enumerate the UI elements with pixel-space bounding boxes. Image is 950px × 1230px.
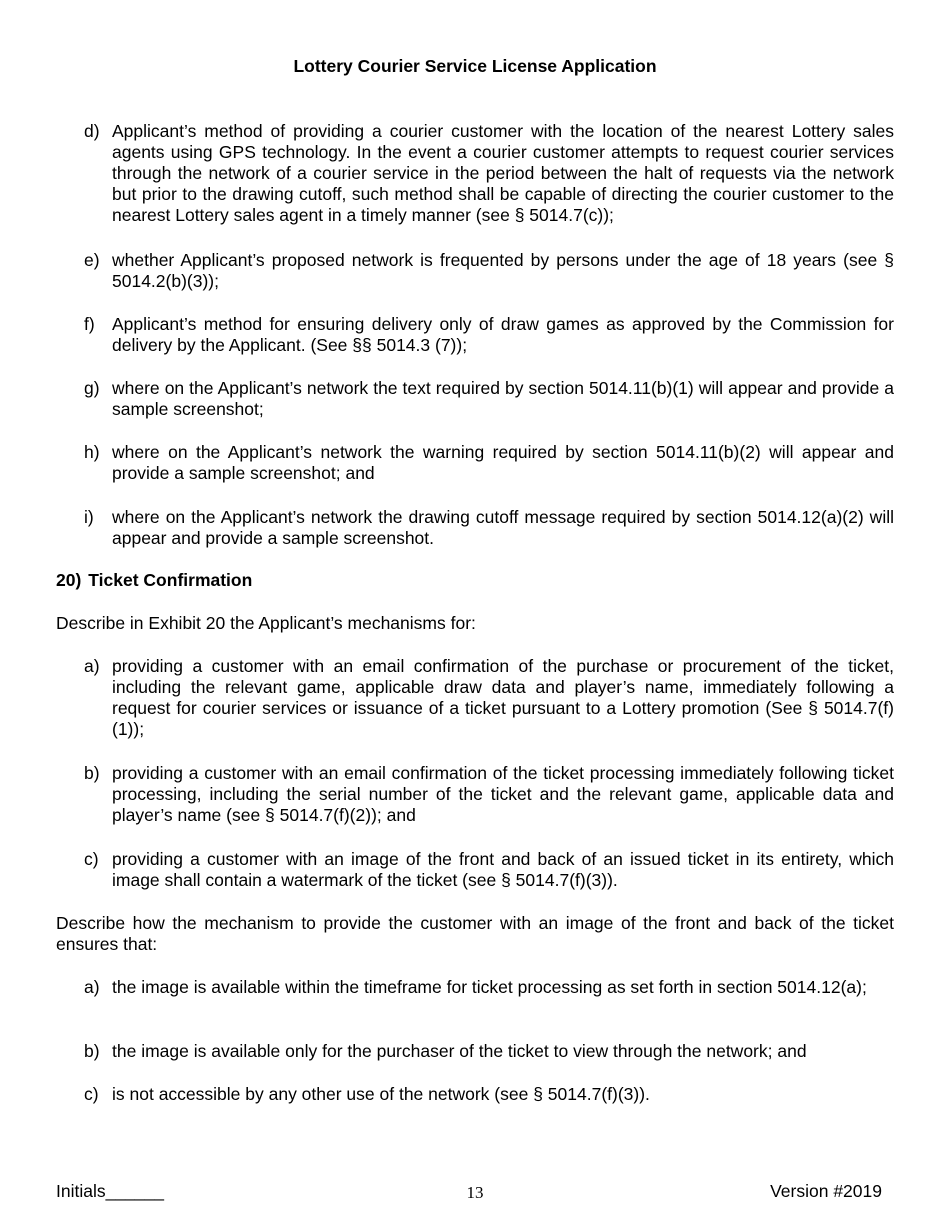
list-marker: c)	[84, 849, 99, 869]
list-item-text: providing a customer with an image of the front and back of an issued ticket in its entirety, which image shall contain a watermark of the ticket (see § 5014.7(f)(3)).	[112, 849, 894, 890]
list-item-text: where on the Applicant’s network the warning required by section 5014.11(b)(2) will appear and provide a sample screenshot; and	[112, 442, 894, 483]
list-marker: f)	[84, 314, 95, 334]
section-intro: Describe in Exhibit 20 the Applicant’s mechanisms for:	[56, 613, 476, 633]
section-number: 20)	[56, 570, 82, 590]
list-marker: i)	[84, 507, 94, 527]
list-item-text: where on the Applicant’s network the drawing cutoff message required by section 5014.12(a)(2) will appear and provide a sample screenshot.	[112, 507, 894, 548]
list-marker: d)	[84, 121, 100, 141]
section-title: Ticket Confirmation	[88, 570, 253, 590]
list-marker: a)	[84, 977, 100, 997]
list-item-text: providing a customer with an email confirmation of the ticket processing immediately following ticket processing, including the serial number of the ticket and the relevant game, applicable data and player’s name (see § 5014.7(f)(2)); and	[112, 763, 894, 825]
list-marker: b)	[84, 1041, 100, 1061]
list-marker: a)	[84, 656, 100, 676]
list-marker: b)	[84, 763, 100, 783]
list-item-text: Applicant’s method for ensuring delivery only of draw games as approved by the Commission for delivery by the Applicant. (See §§ 5014.3 (7));	[112, 314, 894, 355]
list-item-text: is not accessible by any other use of the network (see § 5014.7(f)(3)).	[112, 1084, 650, 1104]
section-heading	[56, 570, 252, 591]
list-item-text: the image is available within the timeframe for ticket processing as set forth in section 5014.12(a);	[112, 977, 867, 997]
list-marker: c)	[84, 1084, 99, 1104]
page-title: Lottery Courier Service License Application	[293, 56, 657, 76]
page-number: 13	[466, 1183, 484, 1202]
list-item-text: providing a customer with an email confirmation of the purchase or procurement of the ticket, including the relevant game, applicable draw data and player’s name, immediately following a request for courier services or issuance of a ticket pursuant to a Lottery promotion (See § 5014.7(f)(1));	[112, 656, 894, 739]
list-item-text: where on the Applicant’s network the text required by section 5014.11(b)(1) will appear and provide a sample screenshot;	[112, 378, 894, 419]
list-item-text: Applicant’s method of providing a courier customer with the location of the nearest Lottery sales agents using GPS technology. In the event a courier customer attempts to request courier services through the network of a courier service in the period between the halt of requests via the network but prior to the drawing cutoff, such method shall be capable of directing the courier customer to the nearest Lottery sales agent in a timely manner (see § 5014.7(c));	[112, 121, 894, 225]
list-item-text: the image is available only for the purchaser of the ticket to view through the network; and	[112, 1041, 807, 1061]
list-item-text: whether Applicant’s proposed network is frequented by persons under the age of 18 years (see § 5014.2(b)(3));	[112, 250, 894, 291]
image-intro: Describe how the mechanism to provide the customer with an image of the front and back of the ticket ensures that:	[56, 913, 894, 954]
list-marker: g)	[84, 378, 100, 398]
list-marker: e)	[84, 250, 100, 270]
list-marker: h)	[84, 442, 100, 462]
footer-initials: Initials______	[56, 1181, 164, 1201]
footer-version: Version #2019	[770, 1181, 882, 1201]
